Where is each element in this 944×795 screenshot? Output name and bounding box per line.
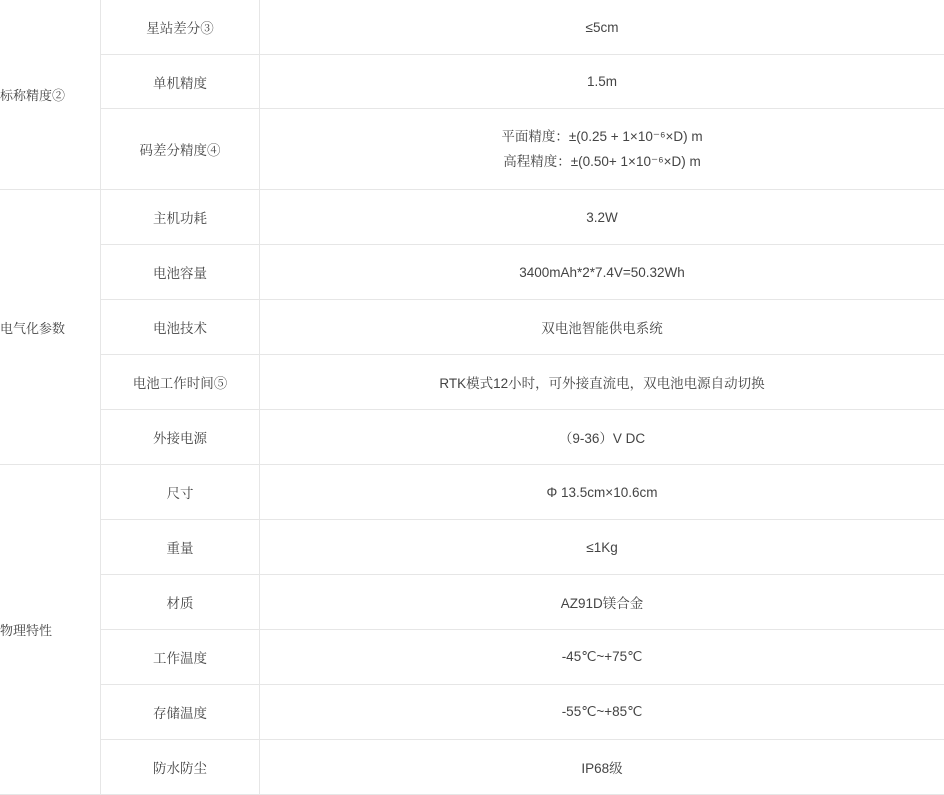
spec-name-cell: 主机功耗	[101, 190, 260, 245]
spec-value-cell: Φ 13.5cm×10.6cm	[260, 465, 944, 520]
spec-name-cell: 单机精度	[101, 55, 260, 109]
spec-value-cell	[260, 109, 944, 190]
table-row	[0, 55, 944, 109]
spec-value-cell: IP68级	[260, 740, 944, 795]
spec-value-cell: -55℃~+85℃	[260, 685, 944, 740]
table-row	[0, 520, 944, 575]
spec-name-cell: 尺寸	[101, 465, 260, 520]
spec-name-cell: 码差分精度④	[101, 109, 260, 190]
spec-name-cell: 电池工作时间⑤	[101, 355, 260, 410]
spec-value-cell: （9-36）V DC	[260, 410, 944, 465]
category-cell-nominal-accuracy: 标称精度②	[0, 0, 101, 190]
table-row	[0, 300, 944, 355]
category-cell-physical-characteristics: 物理特性	[0, 465, 101, 795]
spec-value-cell: 1.5m	[260, 55, 944, 109]
spec-value-cell: -45℃~+75℃	[260, 630, 944, 685]
spec-value-cell: RTK模式12小时，可外接直流电，双电池电源自动切换	[260, 355, 944, 410]
table-row	[0, 0, 944, 55]
spec-value-cell: ≤1Kg	[260, 520, 944, 575]
spec-name-cell: 存储温度	[101, 685, 260, 740]
spec-value-cell: 双电池智能供电系统	[260, 300, 944, 355]
spec-name-cell: 工作温度	[101, 630, 260, 685]
table-row	[0, 190, 944, 245]
spec-name-cell: 电池容量	[101, 245, 260, 300]
spec-name-cell: 材质	[101, 575, 260, 630]
spec-name-cell: 电池技术	[101, 300, 260, 355]
spec-name-cell: 防水防尘	[101, 740, 260, 795]
spec-value-cell: 3400mAh*2*7.4V=50.32Wh	[260, 245, 944, 300]
table-row	[0, 575, 944, 630]
table-row	[0, 245, 944, 300]
spec-value-cell: ≤5cm	[260, 0, 944, 55]
spec-name-cell: 星站差分③	[101, 0, 260, 55]
table-row	[0, 685, 944, 740]
table-row	[0, 410, 944, 465]
spec-name-cell: 外接电源	[101, 410, 260, 465]
table-row	[0, 109, 944, 190]
spec-value-cell: 3.2W	[260, 190, 944, 245]
spec-value-cell: AZ91D镁合金	[260, 575, 944, 630]
table-row	[0, 355, 944, 410]
table-row	[0, 465, 944, 520]
table-row	[0, 740, 944, 795]
spec-name-cell: 重量	[101, 520, 260, 575]
spec-value-line-vertical-accuracy: 高程精度：±(0.50+ 1×10⁻⁶×D) m	[260, 149, 944, 174]
spec-value-line-horizontal-accuracy: 平面精度：±(0.25 + 1×10⁻⁶×D) m	[260, 124, 944, 149]
table-row	[0, 630, 944, 685]
category-cell-electrical-parameters: 电气化参数	[0, 190, 101, 465]
